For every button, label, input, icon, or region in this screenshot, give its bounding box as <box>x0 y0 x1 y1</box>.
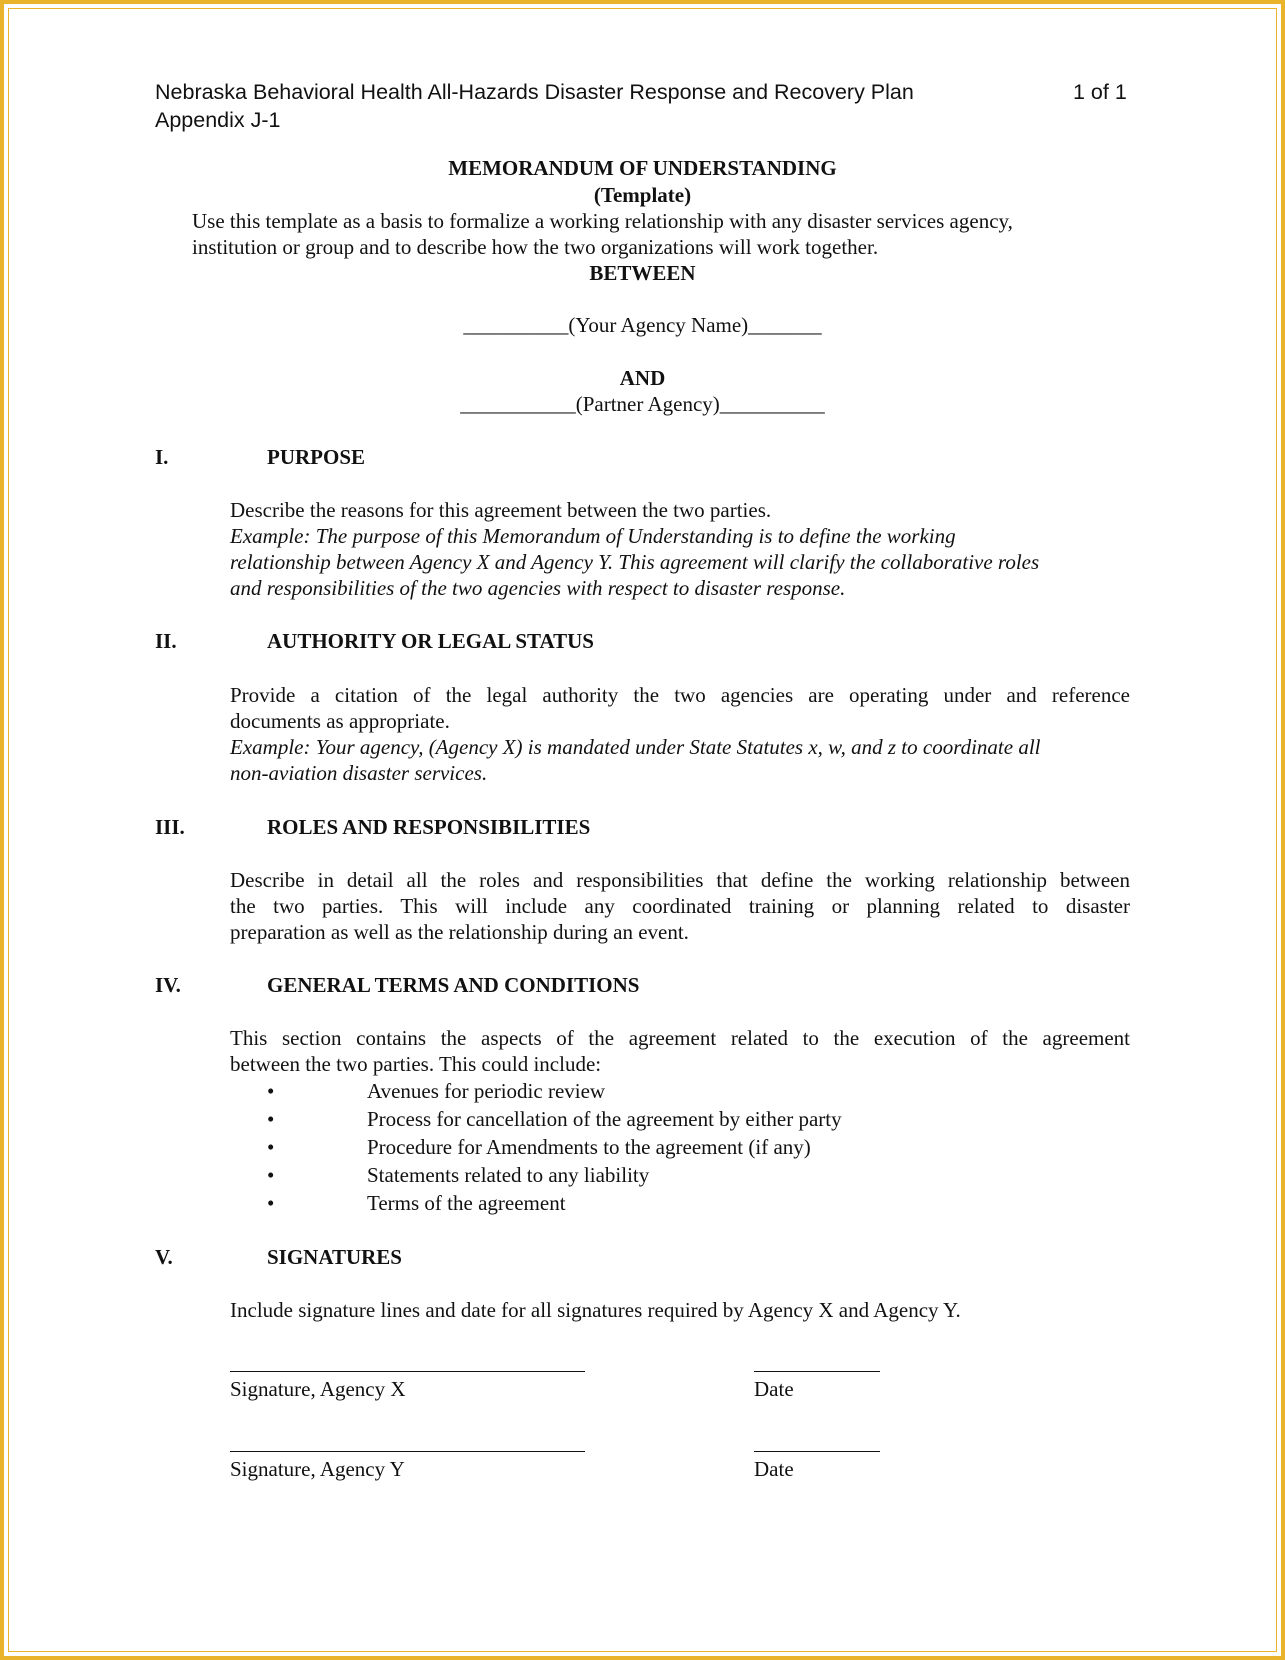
agency-name-blank: __________(Your Agency Name)_______ <box>463 313 822 337</box>
list-item: Statements related to any liability <box>367 1163 650 1187</box>
date-line-agency-x[interactable] <box>754 1371 880 1372</box>
bullet-icon: • <box>267 1079 275 1103</box>
section-4-text-line-1: This section contains the aspects of the agreement related to the execution of the agreement <box>230 1026 1130 1050</box>
signature-line-agency-x[interactable] <box>230 1371 585 1372</box>
section-5-number: V. <box>155 1245 173 1269</box>
section-5-text: Include signature lines and date for all signatures required by Agency X and Agency Y. <box>230 1298 961 1322</box>
section-1-number: I. <box>155 445 169 469</box>
between-label: BETWEEN <box>589 261 696 285</box>
section-1-heading: PURPOSE <box>267 445 366 469</box>
section-2-number: II. <box>155 629 177 653</box>
section-4-text-line-2: between the two parties. This could include: <box>230 1052 602 1076</box>
section-1-text: Describe the reasons for this agreement between the two parties. <box>230 498 772 522</box>
bullet-icon: • <box>267 1107 275 1131</box>
section-2-heading: AUTHORITY OR LEGAL STATUS <box>267 629 594 653</box>
date-label-agency-y: Date <box>754 1457 794 1481</box>
section-1-example-line-1: Example: The purpose of this Memorandum of Understanding is to define the working <box>230 524 956 548</box>
section-2-text-line-2: documents as appropriate. <box>230 709 450 733</box>
intro-line-2: institution or group and to describe how the two organizations will work together. <box>192 235 879 259</box>
appendix-label: Appendix J-1 <box>155 108 281 132</box>
partner-agency-blank: ___________(Partner Agency)__________ <box>460 392 825 416</box>
section-3-number: III. <box>155 815 185 839</box>
signature-line-agency-y[interactable] <box>230 1451 585 1452</box>
section-2-text-line-1: Provide a citation of the legal authority the two agencies are operating under and reference <box>230 683 1130 707</box>
section-3-text-line-1: Describe in detail all the roles and responsibilities that define the working relationship between <box>230 868 1130 892</box>
date-line-agency-y[interactable] <box>754 1451 880 1452</box>
signature-label-agency-y: Signature, Agency Y <box>230 1457 405 1481</box>
section-1-example-line-3: and responsibilities of the two agencies with respect to disaster response. <box>230 576 846 600</box>
section-3-text-line-3: preparation as well as the relationship during an event. <box>230 920 689 944</box>
list-item: Procedure for Amendments to the agreement (if any) <box>367 1135 811 1159</box>
and-label: AND <box>619 366 666 390</box>
document-title: Nebraska Behavioral Health All-Hazards Disaster Response and Recovery Plan <box>155 80 914 104</box>
list-item: Avenues for periodic review <box>367 1079 606 1103</box>
memo-title: MEMORANDUM OF UNDERSTANDING <box>448 156 837 180</box>
list-item: Process for cancellation of the agreement by either party <box>367 1107 842 1131</box>
section-1-example-line-2: relationship between Agency X and Agency Y. This agreement will clarify the collaborative roles <box>230 550 1040 574</box>
bullet-icon: • <box>267 1135 275 1159</box>
section-3-heading: ROLES AND RESPONSIBILITIES <box>267 815 591 839</box>
section-2-example-line-2: non-aviation disaster services. <box>230 761 488 785</box>
list-item: Terms of the agreement <box>367 1191 566 1215</box>
bullet-icon: • <box>267 1191 275 1215</box>
signature-label-agency-x: Signature, Agency X <box>230 1377 406 1401</box>
memo-subtitle: (Template) <box>593 183 692 207</box>
date-label-agency-x: Date <box>754 1377 794 1401</box>
section-5-heading: SIGNATURES <box>267 1245 402 1269</box>
section-3-text-line-2: the two parties. This will include any coordinated training or planning related to disaster <box>230 894 1130 918</box>
section-4-heading: GENERAL TERMS AND CONDITIONS <box>267 973 640 997</box>
section-4-number: IV. <box>155 973 181 997</box>
bullet-icon: • <box>267 1163 275 1187</box>
page-count: 1 of 1 <box>1073 80 1127 104</box>
section-2-example-line-1: Example: Your agency, (Agency X) is mandated under State Statutes x, w, and z to coordinate all <box>230 735 1041 759</box>
intro-line-1: Use this template as a basis to formalize a working relationship with any disaster services agency, <box>192 209 1013 233</box>
